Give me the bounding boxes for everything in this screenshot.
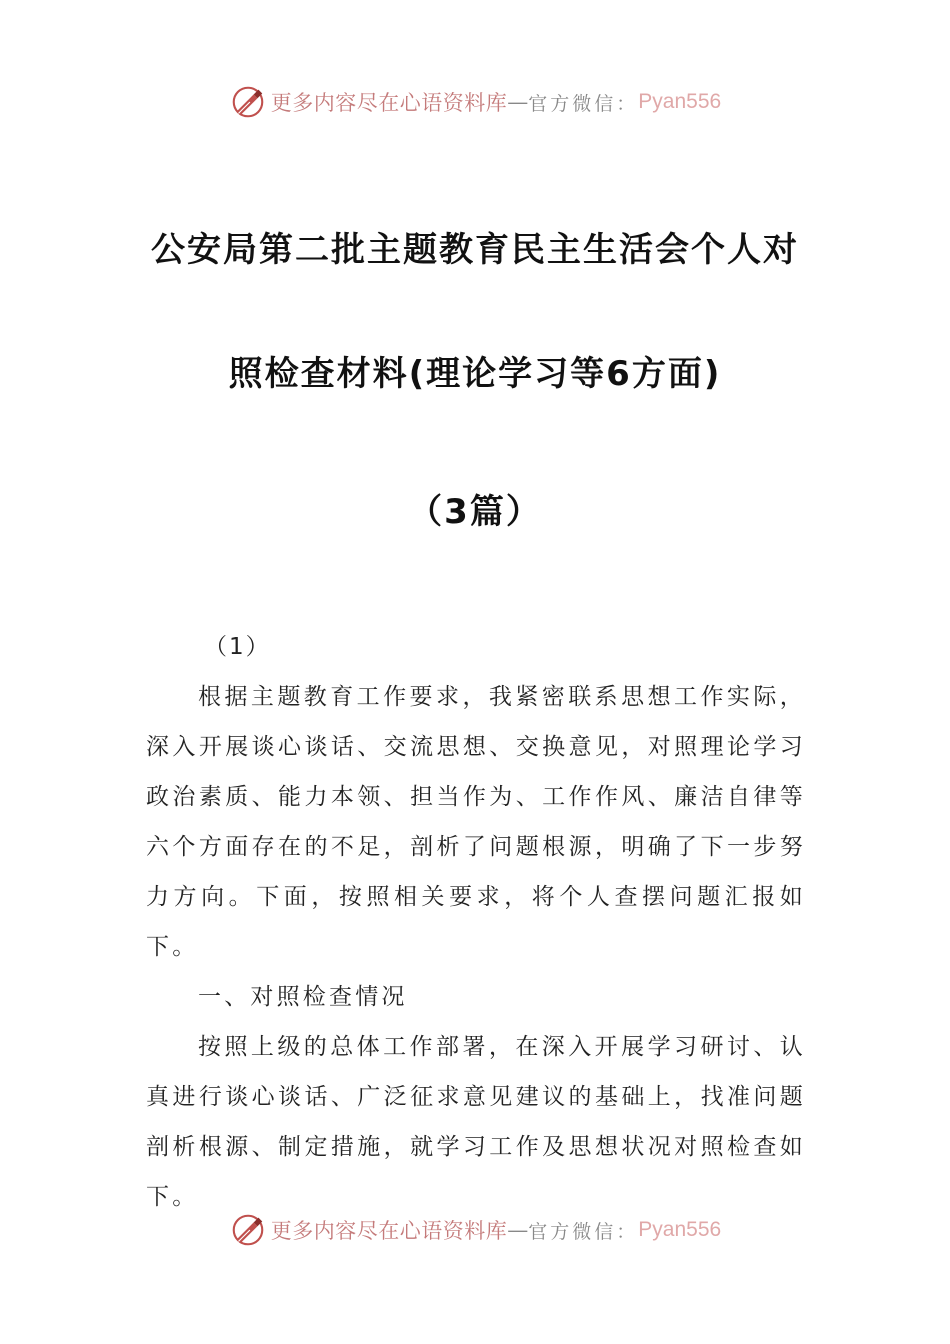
document-title-line-2: 照检查材料(理论学习等6方面)	[228, 354, 722, 394]
watermark-main-text: 更多内容尽在心语资料库	[270, 1219, 508, 1243]
watermark-main-text: 更多内容尽在心语资料库	[270, 91, 508, 115]
watermark-wechat-label: 官方微信：	[528, 92, 639, 115]
paragraph-check: 按照上级的总体工作部署，在深入开展学习研讨、认真进行谈心谈话、广泛征求意见建议的基础上，找准问题剖析根源、制定措施，就学习工作及思想状况对照检查如下。	[146, 1034, 806, 1210]
document-title-line-1: 公安局第二批主题教育民主生活会个人对	[151, 230, 799, 270]
footer-watermark	[0, 1210, 950, 1250]
paragraph-intro: 根据主题教育工作要求，我紧密联系思想工作实际，深入开展谈心谈话、交流思想、交换意见，对照理论学习政治素质、能力本领、担当作为、工作作风、廉洁自律等六个方面存在的不足，剖析了问题根源，明确了下一步努力方向。下面，按照相关要求，将个人查摆问题汇报如下。	[146, 684, 806, 960]
watermark-wechat-id: Pyan556	[638, 1218, 722, 1241]
section-label: （1）	[204, 634, 271, 660]
watermark-wechat-label: 官方微信：	[528, 1220, 639, 1243]
watermark-wechat-id: Pyan556	[638, 90, 722, 113]
header-watermark	[0, 82, 950, 122]
pen-nib-logo-icon	[229, 1211, 267, 1249]
watermark-separator: —	[507, 1218, 529, 1242]
pen-nib-logo-icon	[229, 83, 267, 121]
document-title-line-3: （3篇）	[408, 492, 542, 532]
section-heading: 一、对照检查情况	[198, 984, 408, 1010]
watermark-separator: —	[507, 90, 529, 114]
document-body	[146, 622, 806, 1222]
